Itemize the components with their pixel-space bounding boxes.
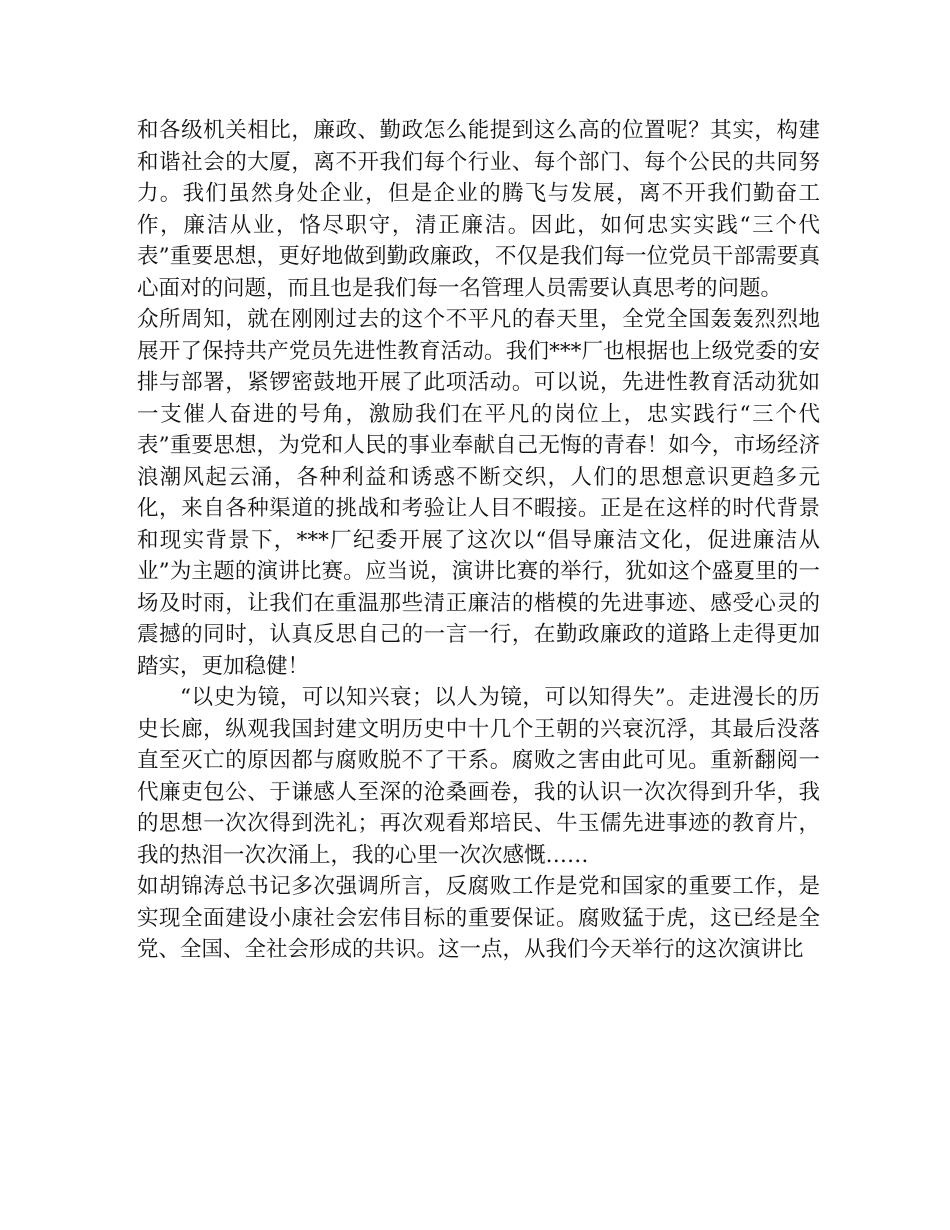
paragraph-2: 众所周知，就在刚刚过去的这个不平凡的春天里，全党全国轰轰烈烈地展开了保持共产党员先进性教育活动。我们***厂也根据也上级党委的安排与部署，紧锣密鼓地开展了此项活动。可以说，先进性教育活动犹如一支催人奋进的号角，激励我们在平凡的岗位上，忠实践行“三个代表”重要思想，为党和人民的事业奉献自己无悔的青春！如今，市场经济浪潮风起云涌，各种利益和诱惑不断交织，人们的思想意识更趋多元化，来自各种渠道的挑战和考验让人目不暇接。正是在这样的时代背景和现实背景下，***厂纪委开展了这次以“倡导廉洁文化，促进廉洁从业”为主题的演讲比赛。应当说，演讲比赛的举行，犹如这个盛夏里的一场及时雨，让我们在重温那些清正廉洁的楷模的先进事迹、感受心灵的震撼的同时，认真反思自己的一言一行，在勤政廉政的道路上走得更加踏实，更加稳健！ <box>137 307 820 679</box>
document-body <box>137 115 820 966</box>
paragraph-3: “以史为镜，可以知兴衰；以人为镜，可以知得失”。走进漫长的历史长廊，纵观我国封建文明历史中十几个王朝的兴衰沉浮，其最后没落直至灭亡的原因都与腐败脱不了干系。腐败之害由此可见。重新翻阅一代廉吏包公、于谦感人至深的沧桑画卷，我的认识一次次得到升华，我的思想一次次得到洗礼；再次观看郑培民、牛玉儒先进事迹的教育片，我的热泪一次次涌上，我的心里一次次感慨…… <box>137 685 820 868</box>
paragraph-1: 和各级机关相比，廉政、勤政怎么能提到这么高的位置呢？其实，构建和谐社会的大厦，离不开我们每个行业、每个部门、每个公民的共同努力。我们虽然身处企业，但是企业的腾飞与发展，离不开我们勤奋工作，廉洁从业，恪尽职守，清正廉洁。因此，如何忠实实践“三个代表”重要思想，更好地做到勤政廉政，不仅是我们每一位党员干部需要真心面对的问题，而且也是我们每一名管理人员需要认真思考的问题。 <box>137 118 820 301</box>
paragraph-4: 如胡锦涛总书记多次强调所言，反腐败工作是党和国家的重要工作，是实现全面建设小康社会宏伟目标的重要保证。腐败猛于虎，这已经是全党、全国、全社会形成的共识。这一点，从我们今天举行的这次演讲比 <box>137 874 820 962</box>
